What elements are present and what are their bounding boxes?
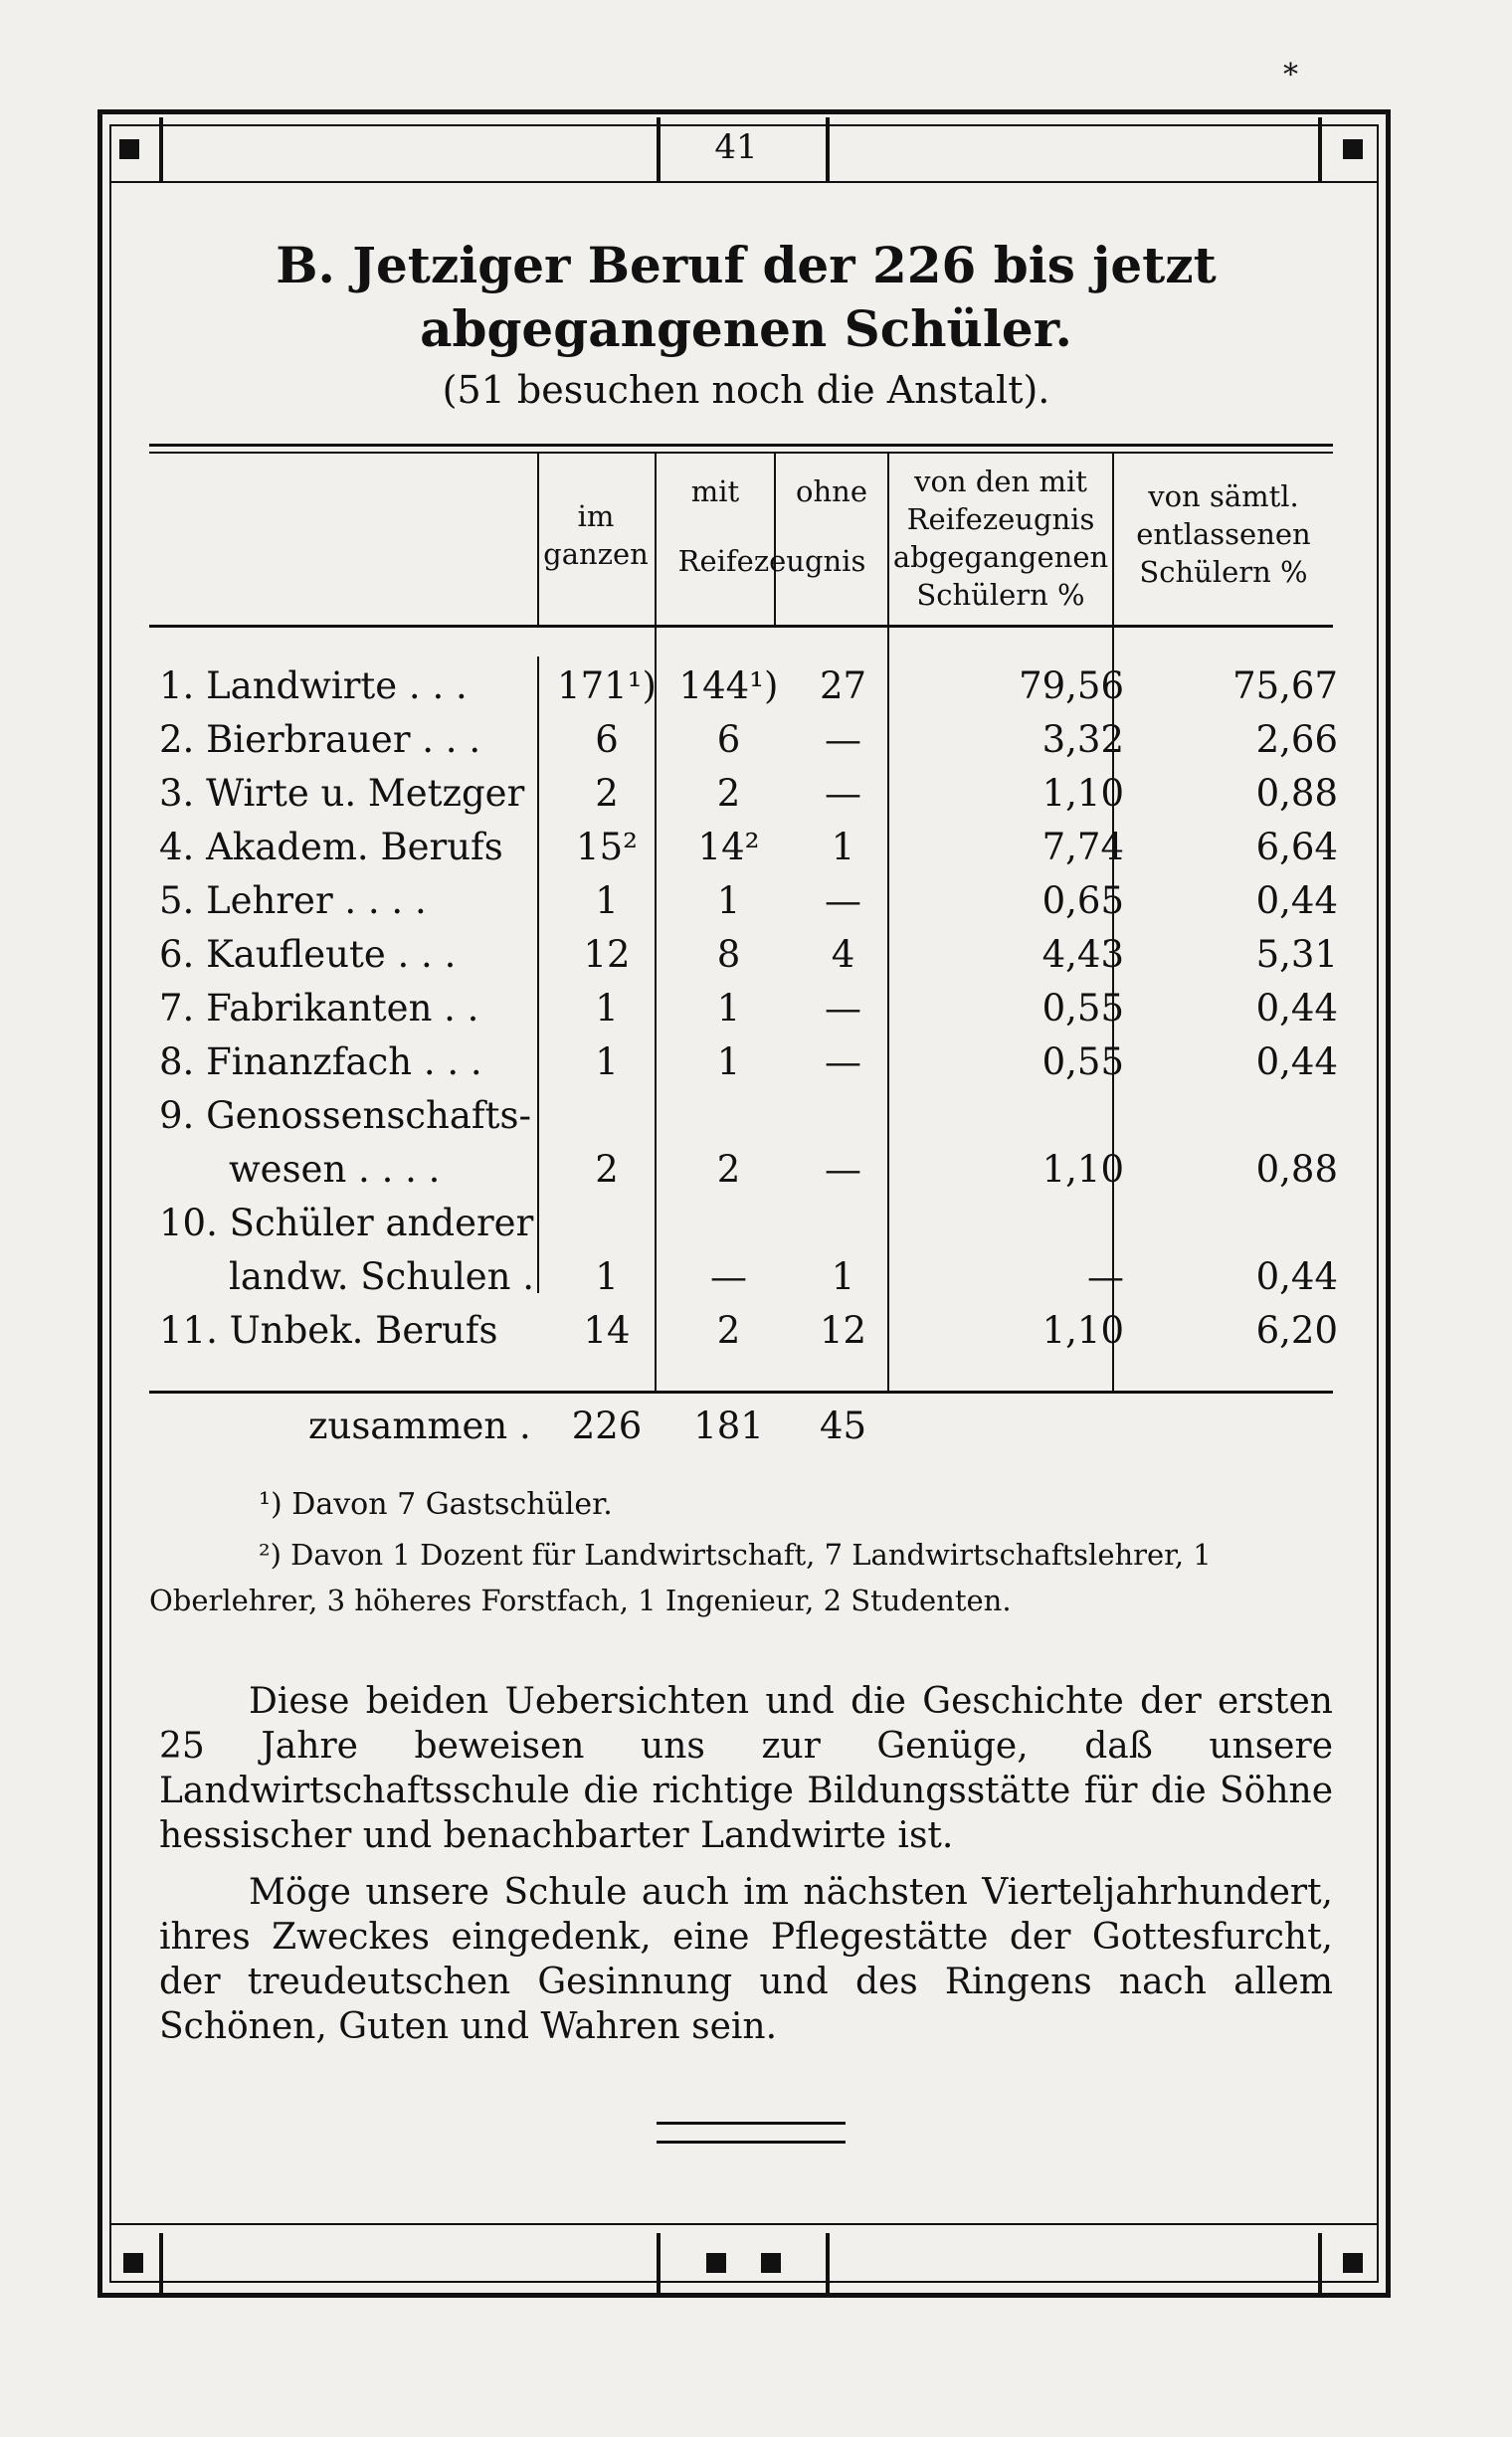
cell-pct2: 0,44	[1255, 987, 1338, 1030]
row-label: 9. Genossenschafts-	[159, 1094, 531, 1137]
cell-total: 2	[595, 1148, 619, 1191]
cell-pct1: 0,55	[1041, 1040, 1124, 1083]
table-row	[159, 1202, 1343, 1255]
table-top-rule	[149, 452, 1333, 454]
row-label: 6. Kaufleute . . .	[159, 933, 457, 976]
footnote-2: ²) Davon 1 Dozent für Landwirtschaft, 7 Landwirtschaftslehrer, 1 Oberlehrer, 3 höheres Forstfach, 1 Ingenieur, 2 Studenten.	[149, 1538, 1212, 1617]
cell-pct1: 7,74	[1041, 826, 1124, 868]
table-row	[159, 772, 1343, 826]
cell-pct2: 6,20	[1255, 1309, 1338, 1352]
row-label: landw. Schulen .	[229, 1255, 535, 1298]
section-subheading: (51 besuchen noch die Anstalt).	[442, 368, 1050, 412]
cell-pct1: 0,65	[1041, 879, 1124, 922]
cell-ohne: —	[825, 1148, 861, 1191]
cell-mit: 1	[716, 987, 741, 1030]
table-row	[159, 987, 1343, 1040]
table-row	[159, 933, 1343, 987]
paragraph-summary: Diese beiden Uebersichten und die Geschichte der ersten 25 Jahre beweisen uns zur Genüge, daß unsere Landwirtschaftsschule die richtige Bildungsstätte für die Söhne hessischer und benachbarter Landwirte ist.	[159, 1681, 1333, 1856]
cell-ohne: —	[825, 772, 861, 815]
sum-label: zusammen .	[308, 1405, 531, 1447]
header-divider	[657, 117, 661, 183]
sum-total: 226	[571, 1405, 643, 1447]
footer-divider	[826, 2233, 830, 2293]
cell-total: 1	[595, 987, 619, 1030]
table-header-rule	[149, 625, 1333, 628]
footnote-1: ¹) Davon 7 Gastschüler.	[259, 1487, 613, 1522]
cell-total: 6	[595, 718, 619, 761]
cell-mit: 8	[716, 933, 741, 976]
cell-total: 15²	[576, 826, 638, 868]
cell-ohne: 1	[831, 1255, 855, 1298]
cell-pct1: 4,43	[1041, 933, 1124, 976]
cell-ohne: —	[825, 1040, 861, 1083]
cell-pct2: 0,88	[1255, 1148, 1338, 1191]
footer-rule	[109, 2223, 1379, 2225]
cell-mit: 144¹)	[678, 664, 779, 707]
table-row	[159, 1255, 1343, 1309]
cell-mit: 1	[716, 1040, 741, 1083]
header-pct-abgegangen: von den mit Reifezeugnis abgegangenen Schülern %	[892, 465, 1109, 612]
cell-pct2: 2,66	[1255, 718, 1338, 761]
cell-pct2: 0,44	[1255, 879, 1338, 922]
cell-ohne: —	[825, 718, 861, 761]
row-label: 8. Finanzfach . . .	[159, 1040, 482, 1083]
cell-mit: 2	[716, 772, 741, 815]
cell-ohne: 27	[819, 664, 867, 707]
cell-pct1: 3,32	[1041, 718, 1124, 761]
sum-mit: 181	[693, 1405, 764, 1447]
header-divider	[826, 117, 830, 183]
header-mit: mit	[690, 474, 740, 508]
header-im-ganzen: im ganzen	[543, 499, 649, 571]
header-divider	[1318, 117, 1322, 183]
sum-ohne: 45	[819, 1405, 867, 1447]
paragraph-wish: Möge unsere Schule auch im nächsten Vierteljahrhundert, ihres Zweckes eingedenk, eine Pflegestätte der Gottesfurcht, der treudeutschen Gesinnung und des Ringens nach allem Schönen, Guten und Wahren sein.	[159, 1872, 1333, 2047]
table-row	[159, 1040, 1343, 1094]
cell-pct2: 0,44	[1255, 1040, 1338, 1083]
row-label: 4. Akadem. Berufs	[159, 826, 503, 868]
section-heading: B. Jetziger Beruf der 226 bis jetzt abgegangenen Schüler.	[276, 236, 1217, 358]
cell-pct1: 1,10	[1041, 1309, 1124, 1352]
cell-mit: 2	[716, 1309, 741, 1352]
cell-pct2: 0,44	[1255, 1255, 1338, 1298]
row-label: wesen . . . .	[229, 1148, 441, 1191]
row-label: 2. Bierbrauer . . .	[159, 718, 481, 761]
cell-pct2: 6,64	[1255, 826, 1338, 868]
row-label: 3. Wirte u. Metzger	[159, 772, 525, 815]
cell-total: 14	[583, 1309, 631, 1352]
table-row	[159, 1094, 1343, 1148]
cell-ohne: —	[825, 879, 861, 922]
table-row	[159, 664, 1343, 718]
header-divider	[159, 117, 163, 183]
cell-pct1: 0,55	[1041, 987, 1124, 1030]
cell-total: 1	[595, 1040, 619, 1083]
row-label: 11. Unbek. Berufs	[159, 1309, 498, 1352]
cell-ohne: —	[825, 987, 861, 1030]
cell-pct2: 75,67	[1232, 664, 1338, 707]
row-label: 10. Schüler anderer	[159, 1202, 534, 1244]
row-label: 5. Lehrer . . . .	[159, 879, 427, 922]
end-ornament	[657, 2122, 846, 2144]
ornament-square	[1343, 139, 1363, 159]
cell-pct1: 1,10	[1041, 1148, 1124, 1191]
corner-mark: *	[1283, 58, 1298, 93]
header-pct-saemtl: von sämtl. entlassenen Schülern %	[1136, 479, 1311, 589]
cell-total: 1	[595, 879, 619, 922]
table-sum-row	[159, 1405, 1343, 1458]
cell-mit: —	[710, 1255, 747, 1298]
ornament-square	[761, 2253, 781, 2273]
header-ohne: ohne	[796, 474, 867, 508]
cell-total: 12	[583, 933, 631, 976]
cell-ohne: 4	[831, 933, 855, 976]
row-label: 1. Landwirte . . .	[159, 664, 468, 707]
table-sum-rule	[149, 1391, 1333, 1394]
header-rule	[109, 181, 1379, 183]
cell-mit: 1	[716, 879, 741, 922]
table-row	[159, 826, 1343, 879]
cell-pct1: 79,56	[1019, 664, 1124, 707]
cell-total: 171¹)	[557, 664, 657, 707]
cell-pct1: —	[1087, 1255, 1124, 1298]
table-row	[159, 1309, 1343, 1363]
cell-mit: 6	[716, 718, 741, 761]
ornament-square	[706, 2253, 726, 2273]
cell-mit: 14²	[697, 826, 760, 868]
footer-divider	[1318, 2233, 1322, 2293]
table-row	[159, 879, 1343, 933]
page-number: 41	[714, 127, 758, 167]
cell-pct2: 5,31	[1255, 933, 1338, 976]
ornament-square	[1343, 2253, 1363, 2273]
table-row	[159, 718, 1343, 772]
cell-pct2: 0,88	[1255, 772, 1338, 815]
cell-total: 1	[595, 1255, 619, 1298]
cell-ohne: 12	[819, 1309, 867, 1352]
ornament-square	[119, 139, 139, 159]
cell-mit: 2	[716, 1148, 741, 1191]
row-label: 7. Fabrikanten . .	[159, 987, 479, 1030]
table-top-rule	[149, 444, 1333, 447]
table-row	[159, 1148, 1343, 1202]
cell-ohne: 1	[831, 826, 855, 868]
header-reifezeugnis: Reifezeugnis	[677, 544, 866, 578]
cell-pct1: 1,10	[1041, 772, 1124, 815]
footer-divider	[657, 2233, 661, 2293]
ornament-square	[123, 2253, 143, 2273]
cell-total: 2	[595, 772, 619, 815]
footer-divider	[159, 2233, 163, 2293]
